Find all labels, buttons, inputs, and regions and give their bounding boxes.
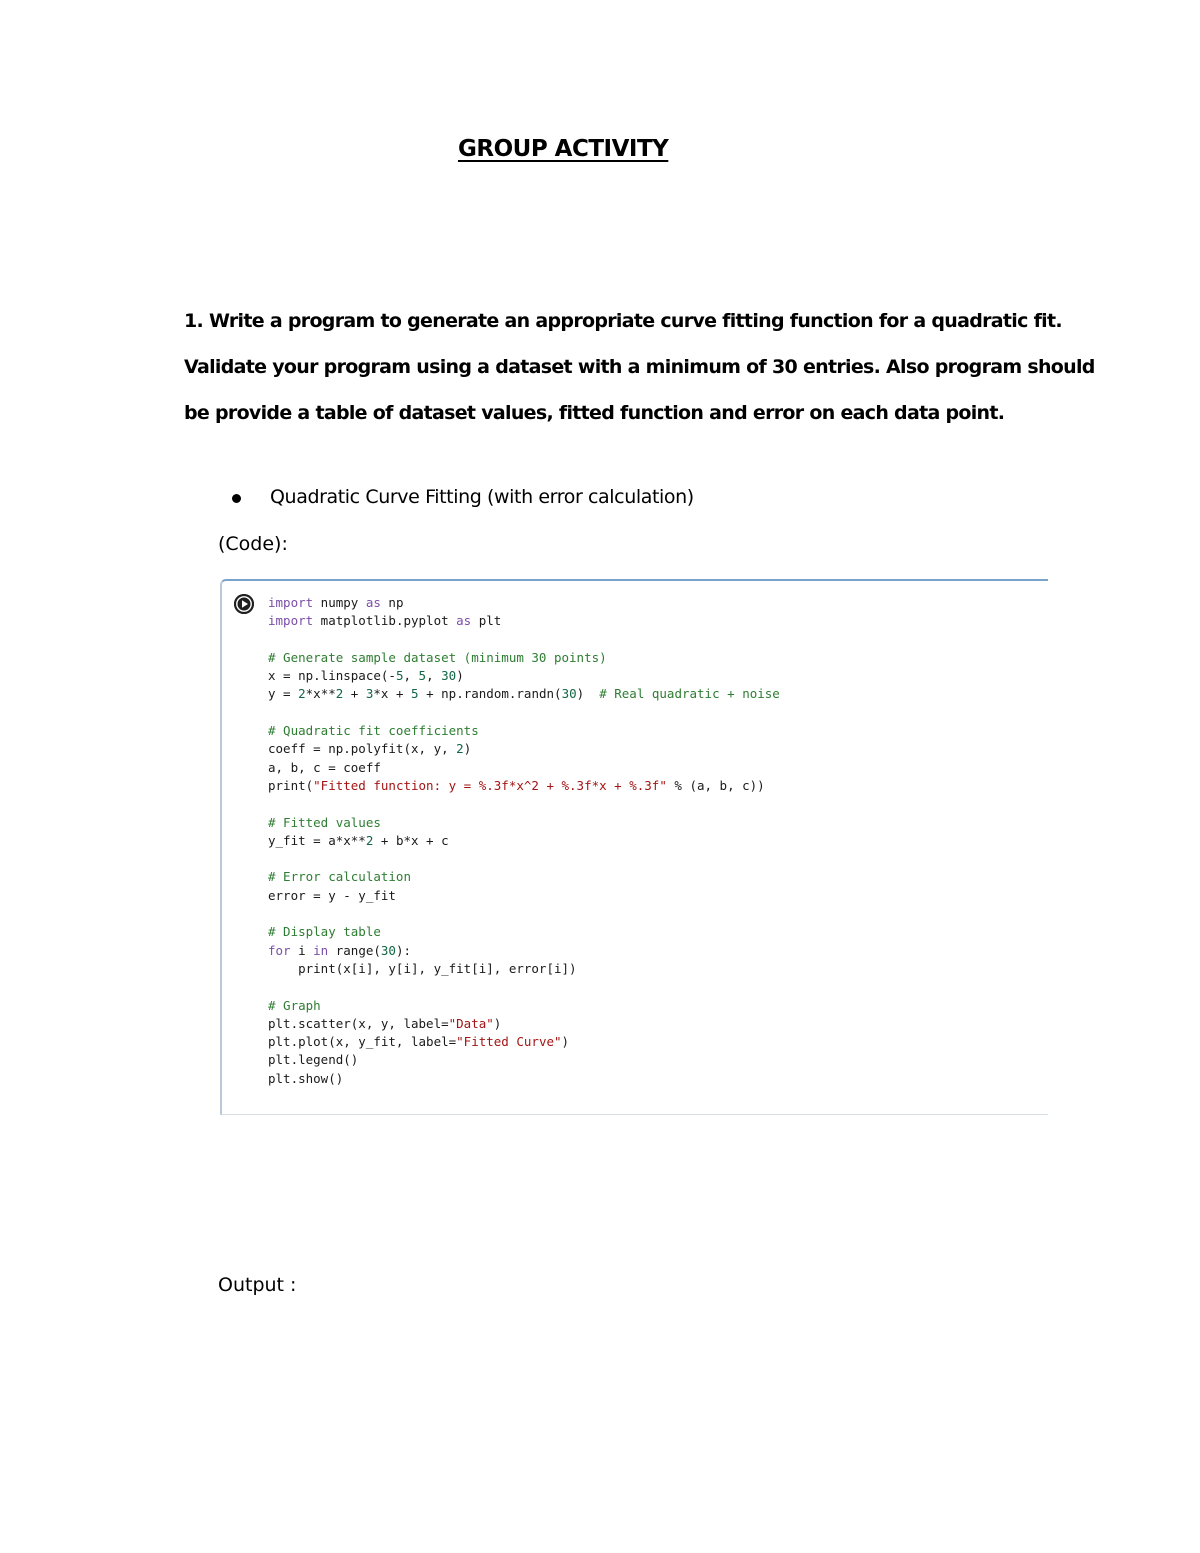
code-line: plt.scatter(x, y, label="Data") (268, 1015, 502, 1031)
question-line: 1. Write a program to generate an appropriate curve fitting function for a quadratic fit. (184, 310, 1062, 332)
code-line: plt.legend() (268, 1052, 359, 1068)
page-title: GROUP ACTIVITY (458, 136, 669, 162)
code-line: y = 2*x**2 + 3*x + 5 + np.random.randn(30) # Real quadratic + noise (268, 686, 780, 702)
code-line: plt.show() (268, 1070, 344, 1086)
code-line: x = np.linspace(-5, 5, 30) (268, 668, 464, 684)
code-line: # Fitted values (268, 814, 381, 830)
code-line: # Graph (268, 997, 321, 1013)
code-label: (Code): (218, 533, 288, 555)
code-line: print(x[i], y[i], y_fit[i], error[i]) (268, 960, 577, 976)
play-circle-icon[interactable] (234, 594, 254, 614)
output-label: Output : (218, 1274, 297, 1296)
code-line: a, b, c = coeff (268, 759, 381, 775)
code-line: # Error calculation (268, 869, 411, 885)
bullet-text: Quadratic Curve Fitting (with error calculation) (270, 486, 694, 508)
bullet-icon (232, 494, 241, 503)
code-line: import numpy as np (268, 595, 404, 610)
question-line: Validate your program using a dataset with a minimum of 30 entries. Also program should (184, 356, 1095, 378)
code-line: coeff = np.polyfit(x, y, 2) (268, 741, 472, 757)
code-line (268, 850, 780, 868)
code-line: error = y - y_fit (268, 887, 396, 903)
code-line (268, 704, 780, 722)
code-line: print("Fitted function: y = %.3f*x^2 + %.3f*x + %.3f" % (a, b, c)) (268, 777, 765, 793)
code-line: y_fit = a*x**2 + b*x + c (268, 832, 449, 848)
question-line: be provide a table of dataset values, fitted function and error on each data point. (184, 402, 1005, 424)
code-line (268, 978, 780, 996)
code-line (268, 795, 780, 813)
code-line: # Display table (268, 924, 381, 940)
question-text (184, 298, 1095, 436)
code-line (268, 631, 780, 649)
code-line: for i in range(30): (268, 942, 412, 958)
code-line: import matplotlib.pyplot as plt (268, 613, 502, 629)
code-line: plt.plot(x, y_fit, label="Fitted Curve") (268, 1034, 570, 1050)
code-line: # Quadratic fit coefficients (268, 723, 479, 739)
code-cell (220, 579, 1048, 1115)
code-line (268, 905, 780, 923)
bullet-item (232, 486, 694, 508)
code-block[interactable] (268, 594, 780, 1088)
code-line: # Generate sample dataset (minimum 30 points) (268, 649, 607, 665)
